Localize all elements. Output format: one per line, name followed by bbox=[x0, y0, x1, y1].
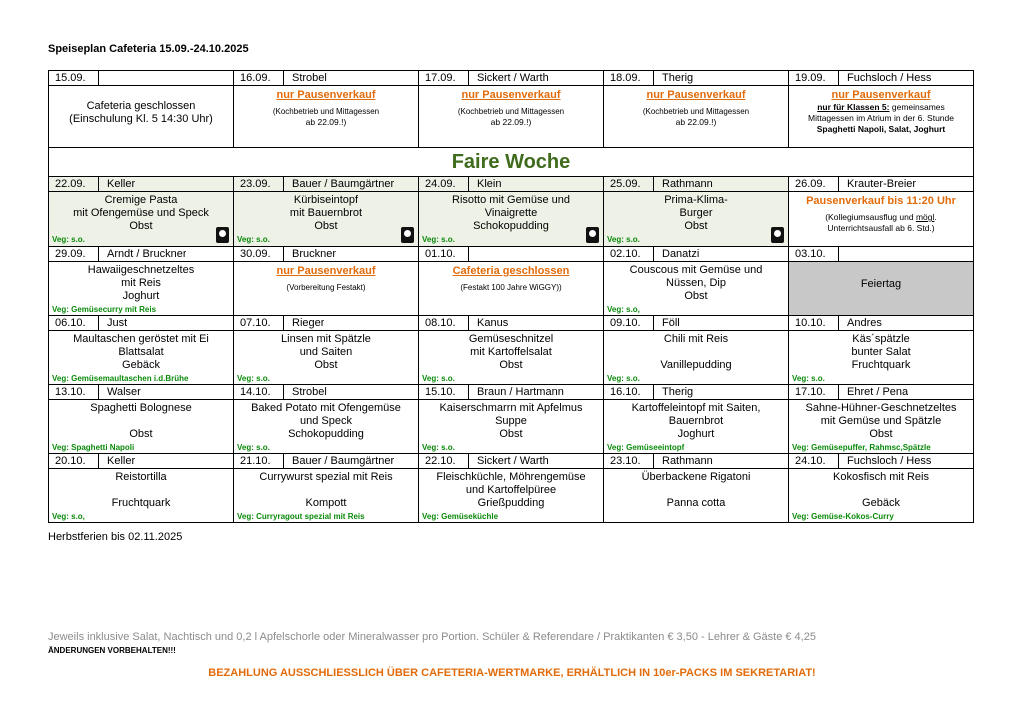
meal-cell: Cafeteria geschlossen (Festakt 100 Jahre WiGGY)) bbox=[419, 262, 603, 305]
pausenverkauf-label: nur Pausenverkauf bbox=[461, 89, 561, 101]
meal-cell: nur Pausenverkauf (Kochbetrieb und Mittagessen ab 22.09.!) bbox=[234, 86, 418, 140]
meal-cell: Prima-Klima- Burger Obst Veg: s.o. bbox=[604, 192, 788, 245]
day-staff: Andres bbox=[847, 317, 882, 329]
fairtrade-icon bbox=[586, 227, 599, 243]
week-1-meals bbox=[49, 86, 974, 148]
veg-option: Veg: s.o. bbox=[607, 235, 640, 244]
meal-cell: Spaghetti Bolognese Obst Veg: Spaghetti Napoli bbox=[52, 402, 192, 452]
fairtrade-icon bbox=[771, 227, 784, 243]
day-date: 26.09. bbox=[789, 177, 839, 191]
day-date: 08.10. bbox=[419, 316, 469, 330]
meal-cell: nur Pausenverkauf nur für Klassen 5: gemeinsames Mittagessen im Atrium in der 6. Stunde Spaghetti Napoli, Salat, Joghurt bbox=[789, 86, 973, 147]
week-6-meals bbox=[49, 469, 974, 523]
veg-option: Veg: s.o. bbox=[792, 374, 825, 383]
day-staff: Bruckner bbox=[292, 248, 337, 260]
week-2-meals bbox=[49, 192, 974, 247]
meal-cell: nur Pausenverkauf (Kochbetrieb und Mittagessen ab 22.09.!) bbox=[419, 86, 603, 140]
veg-option: Veg: s.o. bbox=[422, 374, 455, 383]
meal-cell: Risotto mit Gemüse und Vinaigrette Schokopudding Veg: s.o. bbox=[419, 192, 603, 245]
day-staff: Föll bbox=[662, 317, 680, 329]
day-date: 30.09. bbox=[234, 247, 284, 261]
day-date: 24.09. bbox=[419, 177, 469, 191]
day-staff: Therig bbox=[662, 72, 694, 84]
fairtrade-icon bbox=[216, 227, 229, 243]
day-date: 20.10. bbox=[49, 454, 99, 468]
meal-cell: nur Pausenverkauf (Vorbereitung Festakt) bbox=[234, 262, 418, 305]
veg-option: Veg: s.o. bbox=[607, 374, 640, 383]
day-date: 14.10. bbox=[234, 385, 284, 399]
veg-option: Veg: Spaghetti Napoli bbox=[52, 443, 135, 452]
meal-cell: Fleischküchle, Möhrengemüse und Kartoffelpüree Grießpudding Veg: Gemüseküchle bbox=[422, 471, 586, 521]
veg-option: Veg: s.o. bbox=[237, 374, 270, 383]
week-2-header bbox=[49, 177, 974, 192]
pausenverkauf-label: nur Pausenverkauf bbox=[276, 89, 376, 101]
holiday-cell: Feiertag bbox=[860, 278, 902, 290]
day-staff: Arndt / Bruckner bbox=[107, 248, 187, 260]
day-date: 17.09. bbox=[419, 71, 469, 85]
day-staff: Danatzi bbox=[662, 248, 700, 260]
veg-option: Veg: s.o, bbox=[607, 305, 640, 314]
day-staff: Therig bbox=[662, 386, 694, 398]
day-date: 21.10. bbox=[234, 454, 284, 468]
veg-option: Veg: s.o. bbox=[52, 235, 85, 244]
day-staff: Strobel bbox=[292, 72, 327, 84]
day-staff: Rathmann bbox=[662, 455, 713, 467]
meal-cell: Linsen mit Spätzle und Saiten Obst Veg: s.o. bbox=[237, 333, 371, 383]
meal-cell: Hawaiigeschnetzeltes mit Reis Joghurt Veg: Gemüsecurry mit Reis bbox=[52, 264, 195, 314]
meal-cell: Kartoffeleintopf mit Saiten, Bauernbrot Joghurt Veg: Gemüseeintopf bbox=[607, 402, 761, 452]
veg-option: Veg: Gemüseeintopf bbox=[607, 443, 685, 452]
week-3-meals bbox=[49, 262, 974, 316]
pausenverkauf-label: nur Pausenverkauf bbox=[276, 265, 376, 277]
veg-option: Veg: s.o. bbox=[237, 443, 270, 452]
week-4-meals bbox=[49, 331, 974, 385]
day-staff: Bauer / Baumgärtner bbox=[292, 455, 395, 467]
menu-table bbox=[48, 70, 974, 523]
closed-label: Cafeteria geschlossen bbox=[452, 265, 570, 277]
day-date: 06.10. bbox=[49, 316, 99, 330]
day-date: 29.09. bbox=[49, 247, 99, 261]
day-date: 16.10. bbox=[604, 385, 654, 399]
veg-option: Veg: Gemüsemaultaschen i.d.Brühe bbox=[52, 374, 189, 383]
meal-cell: Reistortilla Fruchtquark Veg: s.o, bbox=[52, 471, 171, 521]
day-staff: Just bbox=[107, 317, 128, 329]
pausenverkauf-label: nur Pausenverkauf bbox=[831, 89, 931, 101]
day-date: 02.10. bbox=[604, 247, 654, 261]
day-date: 25.09. bbox=[604, 177, 654, 191]
meal-cell: Sahne-Hühner-Geschnetzeltes mit Gemüse und Spätzle Obst Veg: Gemüsepuffer, Rahmsc,Spätzle bbox=[792, 402, 957, 452]
veg-option: Veg: Gemüse-Kokos-Curry bbox=[792, 512, 894, 521]
day-staff: Krauter-Breier bbox=[847, 178, 917, 190]
meal-cell: Cremige Pasta mit Ofengemüse und Speck Obst Veg: s.o. bbox=[49, 192, 233, 245]
day-date: 01.10. bbox=[419, 247, 469, 261]
week-1-header bbox=[49, 71, 974, 86]
day-staff: Braun / Hartmann bbox=[477, 386, 564, 398]
day-staff bbox=[99, 71, 107, 85]
meal-cell: Cafeteria geschlossen (Einschulung Kl. 5 14:30 Uhr) bbox=[69, 100, 213, 125]
veg-option: Veg: s.o. bbox=[422, 443, 455, 452]
day-date: 10.10. bbox=[789, 316, 839, 330]
day-staff: Rathmann bbox=[662, 178, 713, 190]
day-date: 18.09. bbox=[604, 71, 654, 85]
faire-woche-title: Faire Woche bbox=[451, 151, 571, 173]
veg-option: Veg: Gemüsecurry mit Reis bbox=[52, 305, 157, 314]
week-5-header bbox=[49, 385, 974, 400]
day-date: 22.10. bbox=[419, 454, 469, 468]
day-staff: Kanus bbox=[477, 317, 509, 329]
day-staff: Fuchsloch / Hess bbox=[847, 455, 932, 467]
faire-woche-row bbox=[49, 148, 974, 177]
pausenverkauf-label: nur Pausenverkauf bbox=[646, 89, 746, 101]
day-staff: Rieger bbox=[292, 317, 325, 329]
meal-cell: Überbackene Rigatoni Panna cotta bbox=[641, 471, 751, 509]
meal-cell: Kokosfisch mit Reis Gebäck Veg: Gemüse-Kokos-Curry bbox=[792, 471, 929, 521]
week-4-header bbox=[49, 316, 974, 331]
day-date: 03.10. bbox=[789, 247, 839, 261]
day-staff: Sickert / Warth bbox=[477, 455, 549, 467]
veg-option: Veg: Gemüsepuffer, Rahmsc,Spätzle bbox=[792, 443, 931, 452]
day-staff: Ehret / Pena bbox=[847, 386, 909, 398]
day-date: 17.10. bbox=[789, 385, 839, 399]
day-staff: Keller bbox=[107, 455, 136, 467]
meal-cell: Chili mit Reis Vanillepudding Veg: s.o. bbox=[607, 333, 732, 383]
meal-cell: Currywurst spezial mit Reis Kompott Veg: Curryragout spezial mit Reis bbox=[237, 471, 393, 521]
meal-cell: Baked Potato mit Ofengemüse und Speck Schokopudding Veg: s.o. bbox=[237, 402, 401, 452]
meal-cell: Kaiserschmarrn mit Apfelmus Suppe Obst Veg: s.o. bbox=[422, 402, 583, 452]
week-6-header bbox=[49, 454, 974, 469]
day-staff: Walser bbox=[107, 386, 141, 398]
veg-option: Veg: s.o, bbox=[52, 512, 85, 521]
payment-note: BEZAHLUNG AUSSCHLIESSLICH ÜBER CAFETERIA-WERTMARKE, ERHÄLTLICH IN 10er-PACKS IM SEKRETARIAT! bbox=[208, 667, 816, 679]
day-date: 23.10. bbox=[604, 454, 654, 468]
price-note: Jeweils inklusive Salat, Nachtisch und 0,2 l Apfelschorle oder Mineralwasser pro Portion. Schüler & Referendare / Praktikanten € 3,50 - Lehrer & Gäste € 4,25 bbox=[48, 631, 816, 643]
day-date: 15.09. bbox=[49, 71, 99, 85]
veg-option: Veg: s.o. bbox=[422, 235, 455, 244]
day-date: 16.09. bbox=[234, 71, 284, 85]
day-date: 22.09. bbox=[49, 177, 99, 191]
day-date: 07.10. bbox=[234, 316, 284, 330]
day-staff bbox=[839, 247, 847, 261]
veg-option: Veg: Gemüseküchle bbox=[422, 512, 499, 521]
meal-cell: Käs´spätzle bunter Salat Fruchtquark Veg: s.o. bbox=[792, 333, 911, 383]
meal-cell: Kürbiseintopf mit Bauernbrot Obst Veg: s.o. bbox=[234, 192, 418, 245]
day-staff: Keller bbox=[107, 178, 136, 190]
day-date: 13.10. bbox=[49, 385, 99, 399]
autumn-holiday-note: Herbstferien bis 02.11.2025 bbox=[48, 531, 183, 543]
veg-option: Veg: Curryragout spezial mit Reis bbox=[237, 512, 365, 521]
day-date: 15.10. bbox=[419, 385, 469, 399]
week-5-meals bbox=[49, 400, 974, 454]
day-staff: Bauer / Baumgärtner bbox=[292, 178, 395, 190]
veg-option: Veg: s.o. bbox=[237, 235, 270, 244]
day-date: 19.09. bbox=[789, 71, 839, 85]
day-staff bbox=[469, 247, 477, 261]
meal-cell: Couscous mit Gemüse und Nüssen, Dip Obst Veg: s.o, bbox=[607, 264, 763, 314]
changes-note: ÄNDERUNGEN VORBEHALTEN!!! bbox=[48, 646, 176, 655]
day-date: 09.10. bbox=[604, 316, 654, 330]
day-staff: Klein bbox=[477, 178, 502, 190]
fairtrade-icon bbox=[401, 227, 414, 243]
meal-cell: Maultaschen geröstet mit Ei Blattsalat Gebäck Veg: Gemüsemaultaschen i.d.Brühe bbox=[52, 333, 209, 383]
meal-cell: Pausenverkauf bis 11:20 Uhr (Kollegiumsausflug und mögl. Unterrichtsausfall ab 6. Std.) bbox=[789, 192, 973, 246]
meal-cell: nur Pausenverkauf (Kochbetrieb und Mittagessen ab 22.09.!) bbox=[604, 86, 788, 140]
day-staff: Strobel bbox=[292, 386, 327, 398]
pausenverkauf-label: Pausenverkauf bis 11:20 Uhr bbox=[806, 195, 956, 207]
day-staff: Sickert / Warth bbox=[477, 72, 549, 84]
day-date: 23.09. bbox=[234, 177, 284, 191]
week-3-header bbox=[49, 247, 974, 262]
meal-cell: Gemüseschnitzel mit Kartoffelsalat Obst Veg: s.o. bbox=[422, 333, 554, 383]
page-title: Speiseplan Cafeteria 15.09.-24.10.2025 bbox=[48, 43, 249, 55]
day-date: 24.10. bbox=[789, 454, 839, 468]
day-staff: Fuchsloch / Hess bbox=[847, 72, 932, 84]
